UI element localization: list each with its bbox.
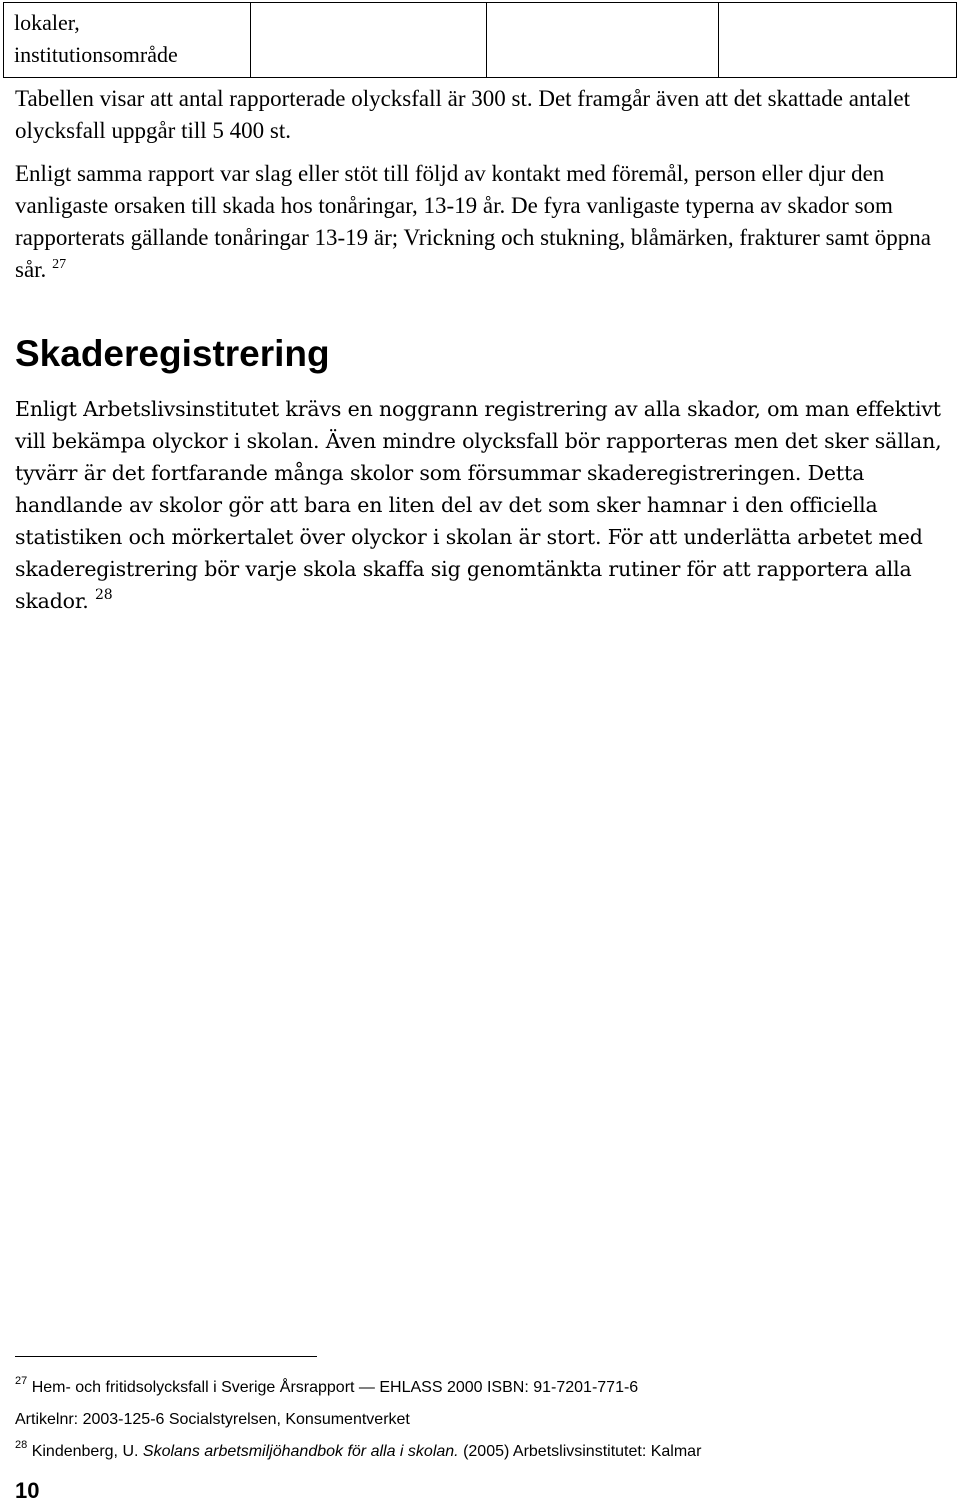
table-fragment <box>3 2 957 78</box>
footnote-text: Hem- och fritidsolycksfall i Sverige Årsrapport — EHLASS 2000 ISBN: 91-7201-771-6 <box>31 1379 639 1396</box>
paragraph-skaderegistrering <box>15 393 950 617</box>
paragraph-skaderegistrering-text: Enligt Arbetslivsinstitutet krävs en noggrann registrering av alla skador, om man effektivt vill bekämpa olyckor i skolan. Även mindre olycksfall bör rapporteras men det sker sällan, tyvärr är det fortfarande många skolor som försummar skaderegistreringen. Detta handlande av skolor gör att bara en liten del av det som sker hamnar i den officiella statistiken och mörkertalet över olyckor i skolan är stort. För att underlätta arbetet med skaderegistrering bör varje skola skaffa sig genomtänkta rutiner för att rapportera alla skador. <box>15 397 942 613</box>
footnote-publisher: (2005) Arbetslivsinstitutet: Kalmar <box>463 1443 702 1460</box>
table-cell <box>487 3 719 78</box>
footnote-27-continued: Artikelnr: 2003-125-6 Socialstyrelsen, Konsumentverket <box>15 1411 410 1428</box>
footnote-author: Kindenberg, U. <box>31 1443 139 1460</box>
section-heading: Skaderegistrering <box>15 333 330 374</box>
table-cell <box>719 3 957 78</box>
paragraph-report <box>15 158 945 286</box>
paragraph-report-text: Enligt samma rapport var slag eller stöt till följd av kontakt med föremål, person eller djur den vanligaste orsaken till skada hos tonåringar, 13-19 år. De fyra vanligaste typerna av skador som rapporterats gällande tonåringar 13-19 är; Vrickning och stukning, blåmärken, frakturer samt öppna sår. <box>15 161 931 282</box>
footnote-ref-28: 28 <box>95 587 113 603</box>
footnote-divider <box>15 1356 317 1357</box>
footnote-number: 28 <box>15 1439 28 1451</box>
table-row <box>4 3 957 78</box>
footnote-title: Skolans arbetsmiljöhandbok för alla i skolan. <box>142 1443 459 1460</box>
footnote-number: 27 <box>15 1375 28 1387</box>
footnote-28 <box>15 1439 702 1462</box>
table-cell <box>251 3 487 78</box>
footnote-27 <box>15 1375 639 1398</box>
footnote-ref-27: 27 <box>52 257 67 272</box>
table-cell-label: lokaler, institutionsområde <box>4 3 251 78</box>
page-number: 10 <box>15 1478 40 1503</box>
paragraph-table-summary: Tabellen visar att antal rapporterade olycksfall är 300 st. Det framgår även att det skattade antalet olycksfall uppgår till 5 400 st. <box>15 86 911 143</box>
